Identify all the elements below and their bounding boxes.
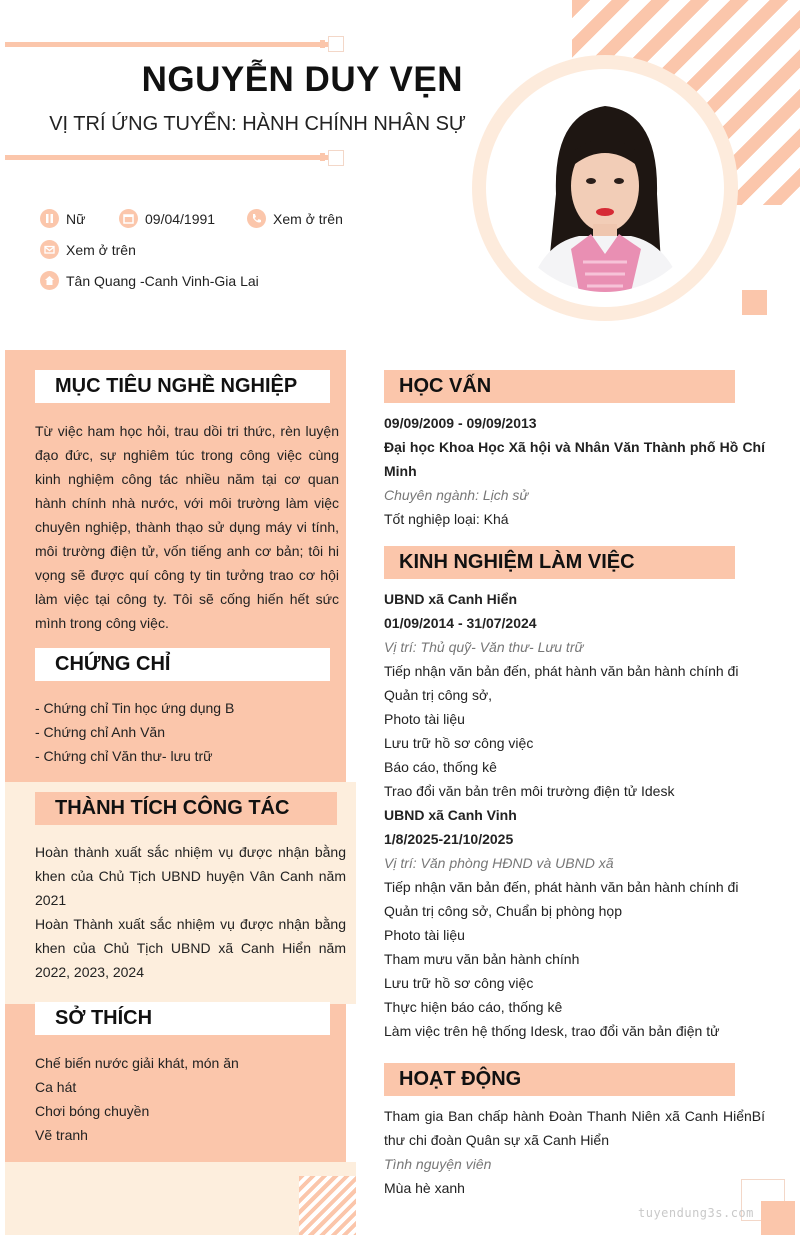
job-task: Tham mưu văn bản hành chính	[384, 951, 580, 967]
education-school: Đại học Khoa Học Xã hội và Nhân Văn Thành phố Hồ Chí Minh	[384, 439, 765, 479]
job-period: 01/09/2014 - 31/07/2024	[384, 615, 537, 631]
decor-square	[742, 290, 767, 315]
phone-value: Xem ở trên	[273, 210, 343, 227]
birthday-row	[119, 209, 215, 228]
left-cream-block	[5, 782, 356, 1004]
achievements-title: THÀNH TÍCH CÔNG TÁC	[35, 792, 337, 825]
job-task: Photo tài liệu	[384, 927, 465, 943]
watermark: tuyendung3s.com	[638, 1206, 754, 1220]
activities-block	[384, 1104, 765, 1200]
phone-icon	[247, 209, 266, 228]
certificates-list	[35, 696, 339, 768]
education-block	[384, 411, 765, 531]
list-item: - Chứng chỉ Anh Văn	[35, 724, 166, 740]
list-item: Vẽ tranh	[35, 1127, 88, 1143]
activities-title: HOẠT ĐỘNG	[384, 1063, 735, 1096]
left-salmon-upper	[5, 350, 346, 782]
top-decor-tip	[320, 40, 325, 48]
corner-square	[761, 1201, 795, 1235]
avatar-frame	[472, 55, 738, 321]
list-item: Chế biến nước giải khát, món ăn	[35, 1055, 239, 1071]
job-task: Tiếp nhận văn bản đến, phát hành văn bản hành chính đi	[384, 663, 739, 679]
left-salmon-lower	[5, 1004, 346, 1162]
candidate-name: NGUYỄN DUY VẸN	[141, 60, 463, 99]
bottom-stripes	[299, 1176, 356, 1235]
experience-block	[384, 587, 765, 1043]
hobbies-list	[35, 1051, 339, 1147]
email-row	[40, 240, 136, 259]
list-item: Chơi bóng chuyền	[35, 1103, 150, 1119]
top-decor-line	[5, 42, 335, 47]
address-value: Tân Quang -Canh Vinh-Gia Lai	[66, 272, 259, 289]
job-task: Photo tài liệu	[384, 711, 465, 727]
list-item: Ca hát	[35, 1079, 77, 1095]
education-grade: Tốt nghiệp loại: Khá	[384, 511, 509, 527]
phone-row	[247, 209, 343, 228]
job-period: 1/8/2025-21/10/2025	[384, 831, 514, 847]
job-task: Lưu trữ hồ sơ công việc	[384, 975, 534, 991]
job-task: Thực hiện báo cáo, thống kê	[384, 999, 563, 1015]
job-task: Báo cáo, thống kê	[384, 759, 497, 775]
address-row	[40, 271, 259, 290]
gender-row	[40, 209, 85, 228]
list-item: Hoàn thành xuất sắc nhiệm vụ được nhận bằng khen của Chủ Tịch UBND huyện Vân Canh năm 2021	[35, 844, 346, 908]
top-decor-box	[328, 36, 344, 52]
job-task: Tiếp nhận văn bản đến, phát hành văn bản hành chính đi	[384, 879, 739, 895]
objective-title: MỤC TIÊU NGHỀ NGHIỆP	[35, 370, 330, 403]
job-role: Vị trí: Thủ quỹ- Văn thư- Lưu trữ	[384, 639, 584, 655]
gender-value: Nữ	[66, 210, 86, 227]
achievements-list	[35, 840, 346, 984]
education-major: Chuyên ngành: Lịch sử	[384, 487, 529, 503]
bottom-decor-line	[5, 155, 335, 160]
job-role: Vị trí: Văn phòng HĐND và UBND xã	[384, 855, 614, 871]
email-value: Xem ở trên	[66, 241, 136, 258]
applied-position: VỊ TRÍ ỨNG TUYỂN: HÀNH CHÍNH NHÂN SỰ	[49, 113, 466, 135]
birthday-value: 09/04/1991	[145, 210, 216, 227]
hobbies-title: SỞ THÍCH	[35, 1002, 330, 1035]
list-item: - Chứng chỉ Tin học ứng dụng B	[35, 700, 235, 716]
job-org: UBND xã Canh Hiển	[384, 591, 518, 607]
mail-icon	[40, 240, 59, 259]
job-task: Làm việc trên hệ thống Idesk, trao đổi văn bản điện tử	[384, 1023, 720, 1039]
job-task: Quản trị công sở, Chuẩn bị phòng họp	[384, 903, 623, 919]
job-task: Lưu trữ hồ sơ công việc	[384, 735, 534, 751]
home-icon	[40, 271, 59, 290]
job-org: UBND xã Canh Vinh	[384, 807, 517, 823]
activities-text: Tham gia Ban chấp hành Đoàn Thanh Niên xã Canh HiểnBí thư chi đoàn Quân sự xã Canh Hiển	[384, 1108, 765, 1148]
calendar-icon	[119, 209, 138, 228]
list-item: Hoàn Thành xuất sắc nhiệm vụ được nhận bằng khen của Chủ Tịch UBND xã Canh Hiển năm 2022, 2023, 2024	[35, 916, 346, 980]
education-title: HỌC VẤN	[384, 370, 735, 403]
bottom-decor-tip	[320, 153, 325, 161]
education-period: 09/09/2009 - 09/09/2013	[384, 415, 537, 431]
objective-text: Từ việc ham học hỏi, trau dồi tri thức, rèn luyện đạo đức, sự nghiêm túc trong công việc cùng kinh nghiệm công tác nhiều năm tại cơ quan hành chính nhà nước, với môi trường làm việc chuyên nghiệp, thành thạo sử dụng máy vi tính, môi trường điện tử, vốn tiếng anh cơ bản; tôi hi vọng sẽ được quí công ty tin tưởng trao cơ hội làm việc tại công ty. Tôi sẽ cống hiến hết sức mình trong công việc.	[35, 423, 339, 631]
experience-title: KINH NGHIỆM LÀM VIỆC	[384, 546, 735, 579]
gender-icon	[40, 209, 59, 228]
certificates-title: CHỨNG CHỈ	[35, 648, 330, 681]
avatar	[501, 84, 709, 292]
activities-role: Tình nguyện viên	[384, 1156, 492, 1172]
job-task: Quản trị công sở,	[384, 687, 493, 703]
list-item: - Chứng chỉ Văn thư- lưu trữ	[35, 748, 213, 764]
activities-program: Mùa hè xanh	[384, 1180, 465, 1196]
bottom-decor-box	[328, 150, 344, 166]
job-task: Trao đổi văn bản trên môi trường điện tử Idesk	[384, 783, 675, 799]
